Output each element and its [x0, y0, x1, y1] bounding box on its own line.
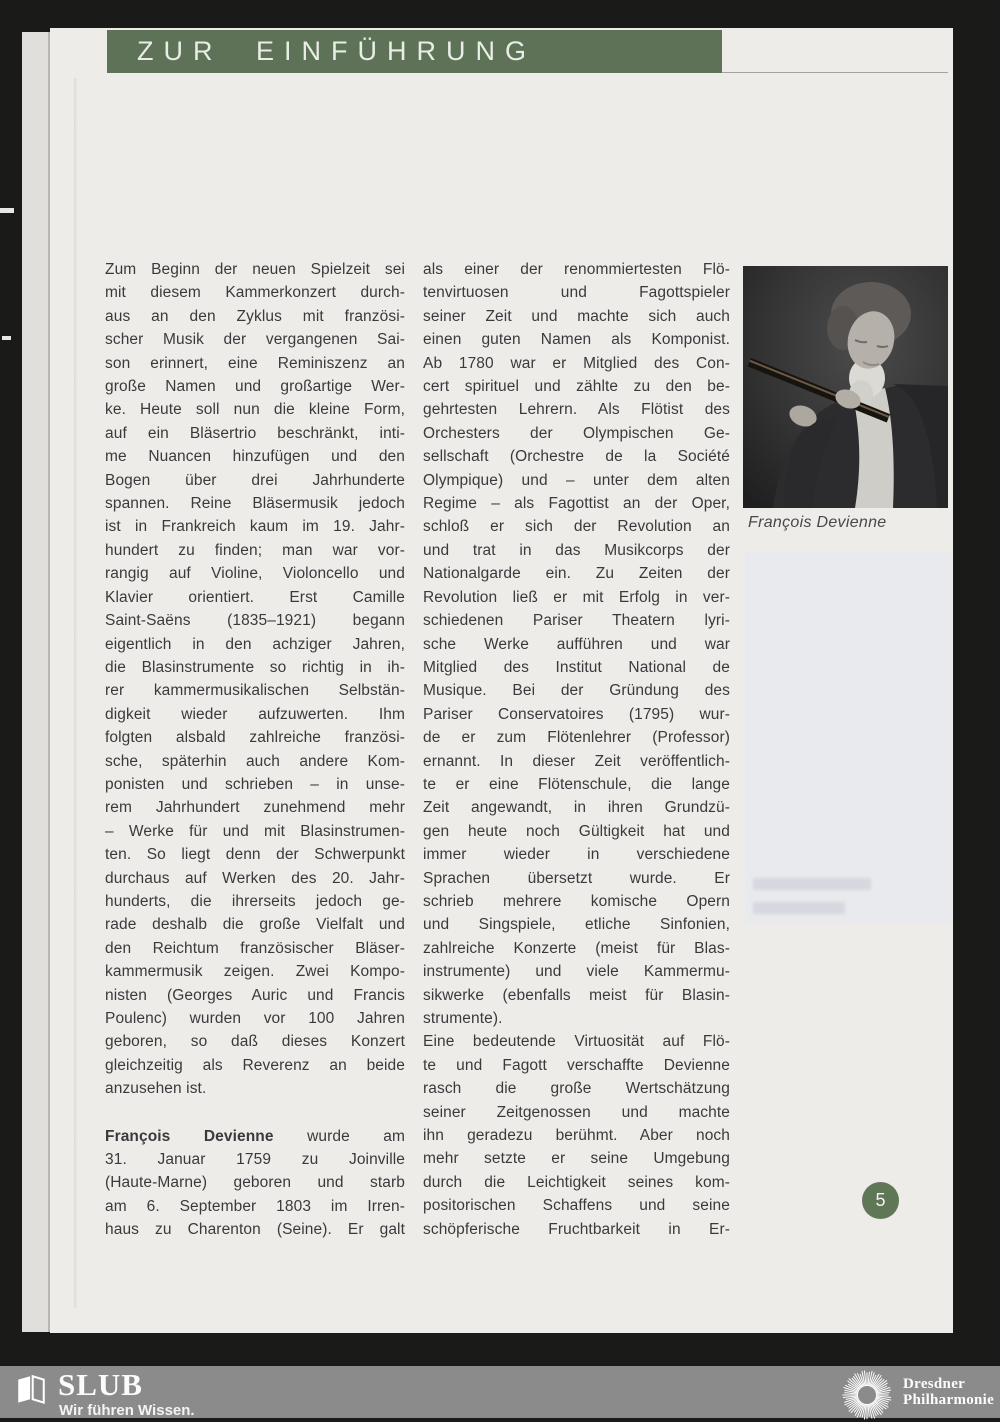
text-line: durchaus auf Werken des 20. Jahr-: [105, 869, 405, 887]
bleed-through-text-line: [753, 878, 871, 890]
text-line: am 6. September 1803 im Irren-: [105, 1197, 405, 1215]
text-line: tenvirtuosen und Fagottspieler: [423, 284, 730, 302]
text-line: rangig auf Violine, Violoncello und: [105, 565, 405, 583]
text-line: ernannt. In dieser Zeit veröffentlich-: [423, 752, 730, 770]
paragraph: [105, 258, 405, 1101]
text-line: immer wieder in verschiedene: [423, 846, 730, 864]
text-line: große Namen und großartige Wer-: [105, 378, 405, 396]
paragraph: [423, 258, 730, 1030]
text-line: rade deshalb die große Vielfalt und: [105, 916, 405, 934]
text-line: Musique. Bei der Gründung des: [423, 682, 730, 700]
text-line: strumente).: [423, 1010, 503, 1027]
text-line: Poulenc) wurden vor 100 Jahren: [105, 1010, 405, 1027]
text-line: te er eine Flötenschule, die lange: [423, 775, 730, 793]
text-line: aus an den Zyklus mit französi-: [105, 307, 405, 325]
text-line: hundert zu finden; man war vor-: [105, 541, 405, 559]
text-line: eigentlich in den achziger Jahren,: [105, 635, 405, 653]
text-line: Zeit angewandt, in ihren Grundzü-: [423, 799, 730, 817]
text-line: Pariser Conservatoires (1795) wur-: [423, 705, 730, 723]
text-line: digkeit wieder aufzuwerten. Ihm: [105, 705, 405, 723]
text-line: sche Werke aufführen und war: [423, 635, 730, 653]
text-line: instrumente) und viele Kammermu-: [423, 963, 730, 981]
text-line: ke. Heute soll nun die kleine Form,: [105, 401, 405, 419]
text-line: schloß er sich der Revolution an: [423, 518, 730, 536]
page-bleed-through: [745, 552, 952, 924]
text-line: François Devienne wurde am: [105, 1127, 406, 1145]
text-line: Mitglied des Institut National de: [423, 658, 730, 676]
text-line: cert spirituel und zählte zu den be-: [423, 378, 730, 396]
text-line: ten. So liegt denn der Schwerpunkt: [105, 846, 405, 864]
viewer-footer: [0, 1366, 1000, 1418]
text-line: die Blasinstrumente so richtig in ih-: [105, 658, 405, 676]
text-line: schiedenen Pariser Theatern lyri-: [423, 612, 730, 630]
text-line: (Haute-Marne) geboren und starb: [105, 1174, 405, 1192]
text-line: Olympique) und – unter dem alten: [423, 471, 730, 489]
text-line: sikwerke (ebenfalls meist für Blasin-: [423, 986, 730, 1004]
text-line: durch die Leichtigkeit seines kom-: [423, 1173, 730, 1191]
text-line: Bogen über drei Jahrhunderte: [105, 471, 405, 489]
text-line: zahlreiche Konzerte (meist für Blas-: [423, 939, 730, 957]
text-column-left: [105, 258, 405, 1242]
text-line: ihn geradezu berühmt. Aber noch: [423, 1127, 730, 1145]
text-line: auf ein Bläsertrio beschränkt, inti-: [105, 424, 405, 442]
paragraph: [105, 1125, 405, 1242]
text-line: haus zu Charenton (Seine). Er galt: [105, 1221, 405, 1239]
text-line: Regime – als Fagottist an der Oper,: [423, 495, 730, 513]
text-line: seiner Zeit und machte sich auch: [423, 307, 730, 325]
text-line: 31. Januar 1759 zu Joinville: [105, 1151, 405, 1169]
text-line: gen heute noch Gültigkeit hat und: [423, 822, 730, 840]
text-line: und trat in das Musikcorps der: [423, 541, 730, 559]
text-line: spannen. Reine Bläsermusik jedoch: [105, 495, 405, 513]
text-line: ponisten und schrieben – in unse-: [105, 775, 405, 793]
text-line: und Singspiele, etliche Sinfonien,: [423, 916, 730, 934]
photo-caption: François Devienne: [748, 514, 887, 531]
page-number-badge: 5: [862, 1182, 899, 1219]
text-line: kammermusik zeigen. Zwei Kompo-: [105, 963, 405, 981]
text-line: Klavier orientiert. Erst Camille: [105, 588, 405, 606]
text-line: Zum Beginn der neuen Spielzeit sei: [105, 261, 405, 278]
paper-speck: [2, 336, 11, 340]
text-line: gleichzeitig als Reverenz an beide: [105, 1056, 405, 1074]
text-line: son erinnert, eine Reminiszenz an: [105, 354, 405, 372]
header-rule: [722, 72, 948, 73]
text-line: rasch die große Wertschätzung: [423, 1080, 730, 1098]
portrait-illustration: [743, 266, 948, 508]
text-line: den Reichtum französischer Bläser-: [105, 939, 405, 957]
section-title: ZUR EINFÜHRUNG: [137, 36, 536, 66]
text-line: Eine bedeutende Virtuosität auf Flö-: [423, 1033, 730, 1051]
text-line: rer kammermusikalischen Selbstän-: [105, 682, 405, 700]
text-line: Nationalgarde ein. Zu Zeiten der: [423, 565, 730, 583]
text-line: gehrtesten Lehrern. Als Flötist des: [423, 401, 730, 419]
text-line: mehr setzte er seine Umgebung: [423, 1150, 730, 1168]
text-line: als einer der renommiertesten Flö-: [423, 261, 730, 278]
text-column-right: [423, 258, 730, 1241]
text-line: positorischen Schaffens und seine: [423, 1197, 730, 1215]
text-line: Sprachen übersetzt wurde. Er: [423, 869, 730, 887]
text-line: seiner Zeitgenossen und machte: [423, 1103, 730, 1121]
text-line: – Werke für und mit Blasinstrumen-: [105, 822, 405, 840]
text-line: te und Fagott verschaffte Devienne: [423, 1056, 730, 1074]
slub-logo[interactable]: SLUB: [58, 1367, 143, 1402]
philharmonie-logo[interactable]: Dresdner Philharmonie: [903, 1376, 995, 1408]
text-line: einen guten Namen als Komponist.: [423, 331, 730, 349]
text-line: rem Jahrhundert zunehmend mehr: [105, 799, 405, 817]
slub-book-icon: [14, 1371, 48, 1407]
text-line: Saint-Saëns (1835–1921) begann: [105, 612, 405, 630]
text-line: geboren, so daß dieses Konzert: [105, 1033, 405, 1051]
portrait-photo: [743, 266, 948, 508]
text-line: nisten (Georges Auric und Francis: [105, 986, 405, 1004]
philharmonie-sunburst-icon: [840, 1368, 894, 1422]
section-header-bar: [107, 30, 722, 73]
text-line: de er zum Flötenlehrer (Professor): [423, 729, 730, 747]
text-line: sche, späterhin auch andere Kom-: [105, 752, 405, 770]
text-line: scher Musik der vergangenen Sai-: [105, 331, 405, 349]
text-line: schöpferische Fruchtbarkeit in Er-: [423, 1220, 730, 1238]
text-line: Revolution ließ er mit Erfolg in ver-: [423, 588, 730, 606]
page-fold-shadow: [74, 78, 78, 1308]
text-line: ist in Frankreich kaum im 19. Jahr-: [105, 518, 405, 536]
text-line: Ab 1780 war er Mitglied des Con-: [423, 354, 730, 372]
paper-speck: [0, 208, 14, 213]
text-line: sellschaft (Orchestre de la Société: [423, 448, 730, 466]
text-line: Orchesters der Olympischen Ge-: [423, 424, 730, 442]
paragraph: [423, 1030, 730, 1241]
text-line: anzusehen ist.: [105, 1080, 207, 1098]
slub-tagline: Wir führen Wissen.: [59, 1402, 195, 1419]
booklet-page: [50, 28, 953, 1333]
text-line: mit diesem Kammerkonzert durch-: [105, 284, 405, 302]
text-line: me Nuancen hinzufügen und den: [105, 448, 405, 466]
text-line: folgten alsbald zahlreiche französi-: [105, 729, 405, 747]
adjacent-page-edge: [22, 32, 50, 1332]
text-line: schrieb mehrere komische Opern: [423, 892, 730, 910]
bleed-through-text-line: [753, 902, 845, 914]
text-line: hunderts, die ihrerseits jedoch ge-: [105, 892, 405, 910]
